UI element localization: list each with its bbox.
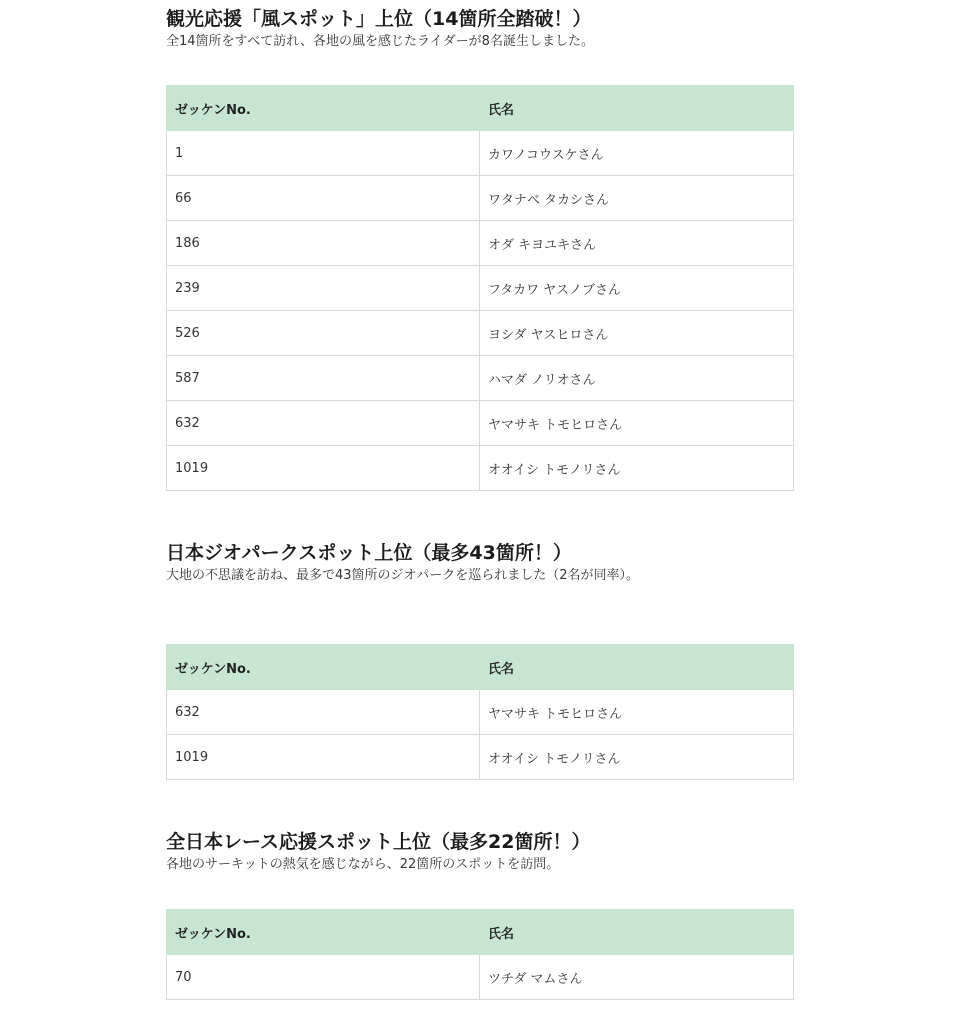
name-cell: ハマダ ノリオさん — [480, 356, 794, 401]
section-heading: 全日本レース応援スポット上位（最多22箇所！） — [166, 831, 591, 853]
name-cell: ツチダ マムさん — [480, 955, 794, 1000]
section-description: 各地のサーキットの熱気を感じながら、22箇所のスポットを訪問。 — [166, 857, 560, 872]
table-header-row — [167, 910, 794, 955]
name-cell: オオイシ トモノリさん — [480, 735, 794, 780]
table-row — [167, 955, 794, 1000]
bib-number-cell: 526 — [167, 311, 480, 356]
section-description: 大地の不思議を訪ね、最多で43箇所のジオパークを巡られました（2名が同率）。 — [166, 568, 640, 583]
table-row — [167, 735, 794, 780]
table-row — [167, 356, 794, 401]
table-row — [167, 446, 794, 491]
bib-number-cell: 632 — [167, 690, 480, 735]
name-cell: オダ キヨユキさん — [480, 221, 794, 266]
column-header-bib-number: ゼッケンNo. — [167, 645, 480, 690]
name-cell: ヤマサキ トモヒロさん — [480, 401, 794, 446]
name-cell: ヨシダ ヤスヒロさん — [480, 311, 794, 356]
bib-number-cell: 239 — [167, 266, 480, 311]
table-header-row — [167, 86, 794, 131]
section-wind-spot — [166, 6, 793, 478]
column-header-name: 氏名 — [480, 645, 794, 690]
table-row — [167, 690, 794, 735]
bib-number-cell: 632 — [167, 401, 480, 446]
table-row — [167, 401, 794, 446]
ranking-table — [166, 85, 794, 491]
bib-number-cell: 587 — [167, 356, 480, 401]
table-row — [167, 131, 794, 176]
name-cell: ワタナベ タカシさん — [480, 176, 794, 221]
section-heading: 観光応援「風スポット」上位（14箇所全踏破！） — [166, 8, 592, 30]
bib-number-cell: 1019 — [167, 446, 480, 491]
column-header-bib-number: ゼッケンNo. — [167, 910, 480, 955]
name-cell: フタカワ ヤスノブさん — [480, 266, 794, 311]
column-header-name: 氏名 — [480, 86, 794, 131]
bib-number-cell: 1019 — [167, 735, 480, 780]
column-header-bib-number: ゼッケンNo. — [167, 86, 480, 131]
section-heading: 日本ジオパークスポット上位（最多43箇所！） — [166, 542, 572, 564]
section-race-spot — [166, 829, 793, 987]
table-row — [167, 311, 794, 356]
ranking-table — [166, 644, 794, 780]
section-description: 全14箇所をすべて訪れ、各地の風を感じたライダーが8名誕生しました。 — [166, 34, 594, 49]
bib-number-cell: 1 — [167, 131, 480, 176]
table-row — [167, 221, 794, 266]
name-cell: ヤマサキ トモヒロさん — [480, 690, 794, 735]
table-header-row — [167, 645, 794, 690]
table-row — [167, 266, 794, 311]
name-cell: オオイシ トモノリさん — [480, 446, 794, 491]
table-row — [167, 176, 794, 221]
name-cell: カワノコウスケさん — [480, 131, 794, 176]
bib-number-cell: 186 — [167, 221, 480, 266]
ranking-table — [166, 909, 794, 1000]
section-geopark-spot — [166, 540, 793, 767]
bib-number-cell: 66 — [167, 176, 480, 221]
column-header-name: 氏名 — [480, 910, 794, 955]
bib-number-cell: 70 — [167, 955, 480, 1000]
